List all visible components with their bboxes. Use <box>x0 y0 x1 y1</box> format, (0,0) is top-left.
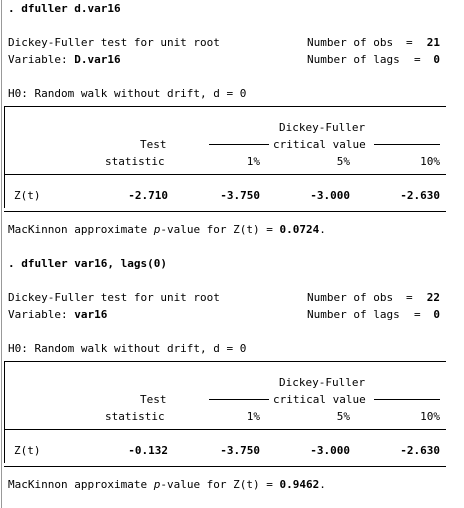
critical-5pct: -3.000 <box>310 189 350 202</box>
obs-value: 21 <box>426 36 440 49</box>
table-bottom-rule <box>4 211 446 212</box>
stata-results-window: . dfuller d.var16 Dickey-Fuller test for unit root Number of obs = 21 Variable: D.var16 Number of lags = 0 H0: Random walk without drift, d = 0 Dickey-Fuller Test critical value statistic 1% 5% 10% Z(t) -2.710 -3.750 -3.000 -2.630 MacKinnon approximate p-value for Z(t) = 0.0724. . dfuller var16, lags(0) Dickey-Fuller test for unit root Number of obs = 22 Variable: var16 Number of lags = 0 H0: Random walk without drift, d = 0 Dickey-Fuller Test critical value statistic 1% 5% 10% Z(t) -0.132 -3.750 -3.000 -2.630 MacKinnon approximate p-value for Z(t) = 0.9462. <box>0 0 464 508</box>
table-header-rule <box>4 429 446 430</box>
obs-label: Number of obs <box>307 36 394 49</box>
header-statistic: statistic <box>105 410 165 423</box>
header-dickey-fuller: Dickey-Fuller <box>279 376 366 389</box>
p-value: 0.9462 <box>279 478 320 491</box>
obs-value: 22 <box>426 291 440 304</box>
header-test: Test <box>140 138 167 151</box>
header-10pct: 10% <box>420 155 440 168</box>
header-test: Test <box>140 393 167 406</box>
test-title: Dickey-Fuller test for unit root <box>8 36 220 49</box>
lags-label: Number of lags <box>307 53 400 66</box>
lags-value: 0 <box>433 308 440 321</box>
p-value: 0.0724 <box>279 223 320 236</box>
command-text: dfuller var16, lags(0) <box>21 257 167 270</box>
lags-value: 0 <box>433 53 440 66</box>
command-line: . dfuller var16, lags(0) <box>8 257 167 270</box>
command-text: dfuller d.var16 <box>21 2 121 15</box>
test-statistic: -2.710 <box>128 189 168 202</box>
variable-value: D.var16 <box>74 53 121 66</box>
row-label: Z(t) <box>14 189 41 202</box>
critical-10pct: -2.630 <box>400 444 440 457</box>
variable-line: Variable: var16 <box>8 308 108 321</box>
header-critical-value: critical value <box>273 138 366 151</box>
table-header-rule <box>4 174 446 175</box>
header-dickey-fuller: Dickey-Fuller <box>279 121 366 134</box>
header-statistic: statistic <box>105 155 165 168</box>
critical-1pct: -3.750 <box>220 444 260 457</box>
critical-10pct: -2.630 <box>400 189 440 202</box>
header-critical-value: critical value <box>273 393 366 406</box>
critical-1pct: -3.750 <box>220 189 260 202</box>
header-5pct: 5% <box>336 410 350 423</box>
p-value-line: MacKinnon approximate p-value for Z(t) = 0.9462. <box>8 478 326 491</box>
table-top-rule <box>4 106 446 107</box>
header-10pct: 10% <box>420 410 440 423</box>
row-label: Z(t) <box>14 444 41 457</box>
table-bottom-rule <box>4 466 446 467</box>
null-hypothesis: H0: Random walk without drift, d = 0 <box>8 87 247 100</box>
lags-label: Number of lags <box>307 308 400 321</box>
header-1pct: 1% <box>246 155 260 168</box>
test-statistic: -0.132 <box>128 444 168 457</box>
variable-value: var16 <box>74 308 108 321</box>
obs-label: Number of obs <box>307 291 394 304</box>
critical-5pct: -3.000 <box>310 444 350 457</box>
test-title: Dickey-Fuller test for unit root <box>8 291 220 304</box>
left-border <box>1 0 2 508</box>
header-5pct: 5% <box>336 155 350 168</box>
table-top-rule <box>4 361 446 362</box>
header-1pct: 1% <box>246 410 260 423</box>
p-value-line: MacKinnon approximate p-value for Z(t) = 0.0724. <box>8 223 326 236</box>
command-line: . dfuller d.var16 <box>8 2 121 15</box>
null-hypothesis: H0: Random walk without drift, d = 0 <box>8 342 247 355</box>
variable-line: Variable: D.var16 <box>8 53 121 66</box>
